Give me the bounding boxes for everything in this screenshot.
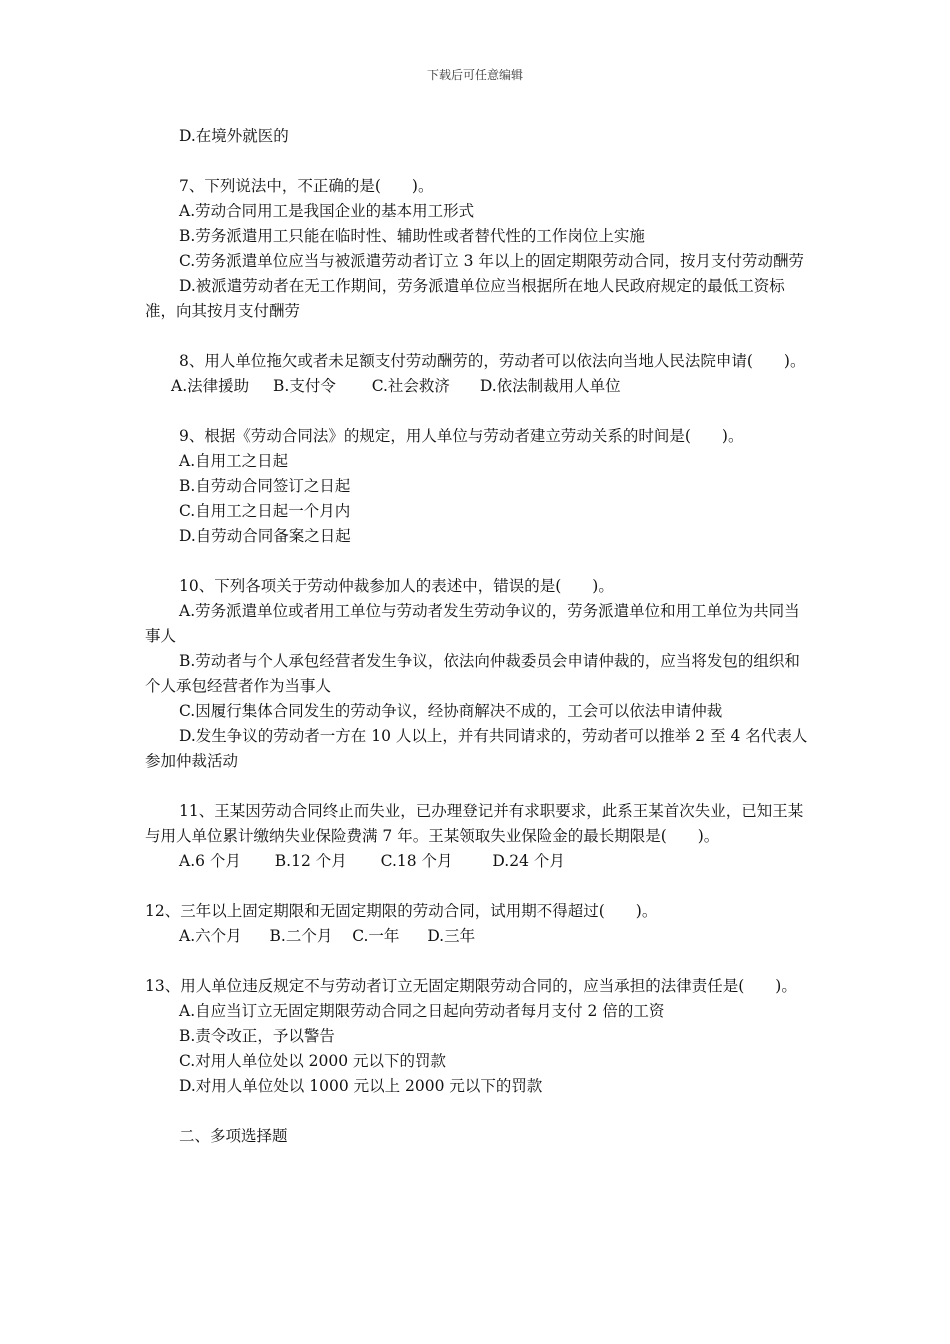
q8-option-c: C.社会救济	[371, 377, 450, 395]
q11-option-d: D.24 个月	[492, 852, 565, 870]
q11-options	[145, 849, 810, 874]
q7-option-d: D.被派遣劳动者在无工作期间，劳务派遣单位应当根据所在地人民政府规定的最低工资标准，向其按月支付酬劳	[145, 277, 785, 320]
q8-stem: 8、用人单位拖欠或者未足额支付劳动酬劳的，劳动者可以依法向当地人民法院申请( )。	[179, 352, 806, 370]
q8-option-d: D.依法制裁用人单位	[479, 377, 621, 395]
q8-options	[145, 374, 810, 399]
q11-option-c: C.18 个月	[380, 852, 453, 870]
q12-option-c: C.一年	[352, 927, 400, 945]
q13-option-c: C.对用人单位处以 2000 元以下的罚款	[179, 1052, 447, 1070]
q13-option-b: B.责令改正，予以警告	[179, 1027, 335, 1045]
q13-option-a: A.自应当订立无固定期限劳动合同之日起向劳动者每月支付 2 倍的工资	[179, 1002, 665, 1020]
q7-option-c: C.劳务派遣单位应当与被派遣劳动者订立 3 年以上的固定期限劳动合同，按月支付劳动酬劳	[179, 252, 804, 270]
q12-option-d: D.三年	[427, 927, 476, 945]
question-10	[145, 574, 810, 774]
q7-option-b: B.劳务派遣用工只能在临时性、辅助性或者替代性的工作岗位上实施	[179, 227, 645, 245]
question-9	[145, 424, 810, 549]
question-13	[145, 974, 810, 1099]
q9-option-c: C.自用工之日起一个月内	[179, 502, 351, 520]
question-8	[145, 349, 810, 399]
q7-stem: 7、下列说法中，不正确的是( )。	[179, 177, 434, 195]
page-header: 下载后可任意编辑	[426, 68, 523, 82]
q9-option-d: D.自劳动合同备案之日起	[179, 527, 351, 545]
question-11	[145, 799, 810, 874]
q6-option-d: D.在境外就医的	[179, 127, 289, 145]
question-12	[145, 899, 810, 949]
q11-option-b: B.12 个月	[274, 852, 347, 870]
q10-option-d: D.发生争议的劳动者一方在 10 人以上，并有共同请求的，劳动者可以推举 2 至 4 名代表人参加仲裁活动	[145, 727, 808, 770]
section-heading-multiple-choice: 二、多项选择题	[179, 1127, 288, 1145]
q10-option-b: B.劳动者与个人承包经营者发生争议，依法向仲裁委员会申请仲裁的，应当将发包的组织和个人承包经营者作为当事人	[145, 652, 800, 695]
document-body	[145, 124, 810, 1149]
q8-option-b: B.支付令	[273, 377, 336, 395]
q7-option-a: A.劳动合同用工是我国企业的基本用工形式	[179, 202, 475, 220]
q11-stem: 11、王某因劳动合同终止而失业，已办理登记并有求职要求，此系王某首次失业，已知王某与用人单位累计缴纳失业保险费满 7 年。王某领取失业保险金的最长期限是( )。	[145, 802, 804, 845]
q9-option-b: B.自劳动合同签订之日起	[179, 477, 351, 495]
q12-option-b: B.二个月	[269, 927, 333, 945]
q10-option-c: C.因履行集体合同发生的劳动争议，经协商解决不成的，工会可以依法申请仲裁	[179, 702, 723, 720]
q11-option-a: A.6 个月	[179, 852, 241, 870]
question-7	[145, 174, 810, 324]
q12-stem: 12、三年以上固定期限和无固定期限的劳动合同，试用期不得超过( )。	[145, 902, 658, 920]
q8-option-a: A.法律援助	[171, 377, 250, 395]
q12-options	[145, 924, 810, 949]
q12-option-a: A.六个月	[179, 927, 242, 945]
q13-stem: 13、用人单位违反规定不与劳动者订立无固定期限劳动合同的，应当承担的法律责任是( )。	[145, 977, 797, 995]
q9-option-a: A.自用工之日起	[179, 452, 289, 470]
q10-stem: 10、下列各项关于劳动仲裁参加人的表述中，错误的是( )。	[179, 577, 614, 595]
q10-option-a: A.劳务派遣单位或者用工单位与劳动者发生劳动争议的，劳务派遣单位和用工单位为共同当事人	[145, 602, 800, 645]
q13-option-d: D.对用人单位处以 1000 元以上 2000 元以下的罚款	[179, 1077, 543, 1095]
q9-stem: 9、根据《劳动合同法》的规定，用人单位与劳动者建立劳动关系的时间是( )。	[179, 427, 744, 445]
